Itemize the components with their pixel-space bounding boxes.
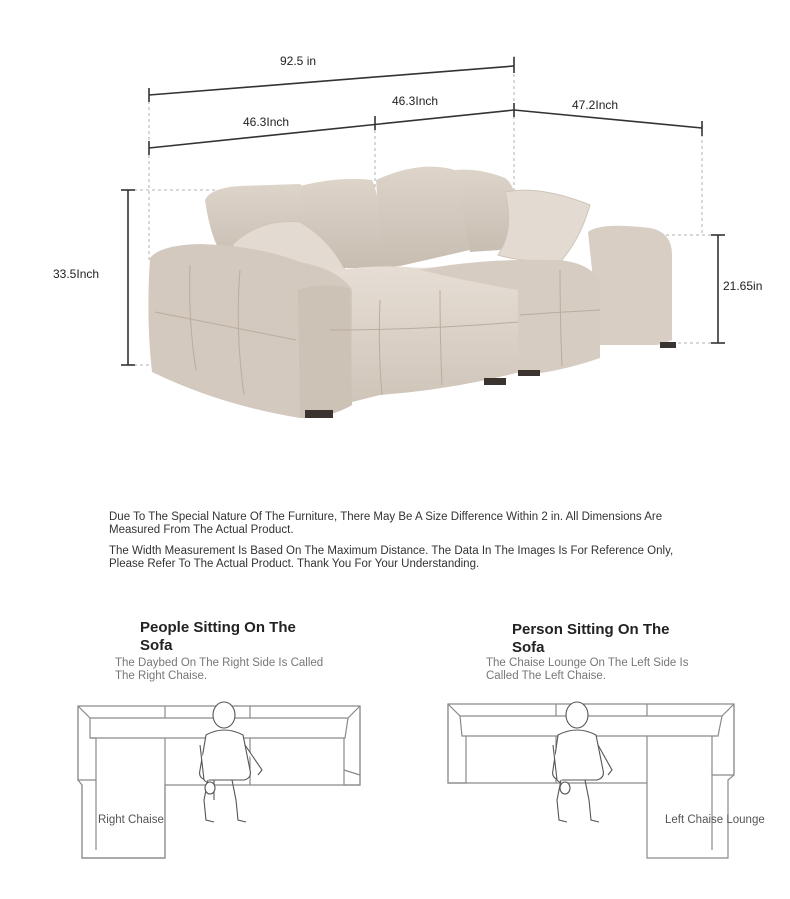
height-label: 33.5Inch <box>53 267 100 281</box>
arm-height-label: 21.65in <box>723 279 763 293</box>
panel-right-chaise-subtitle: The Daybed On The Right Side Is Called The Right Chaise. <box>115 657 324 682</box>
person-figure-left <box>200 702 262 822</box>
person-figure-right <box>553 702 612 822</box>
depth-label: 47.2Inch <box>572 98 619 112</box>
size-difference-note: Due To The Special Nature Of The Furniture, There May Be A Size Difference Within 2 in. All Dimensions Are Measured From The Actual Product. <box>109 511 663 536</box>
panel-left-chaise-subtitle: The Chaise Lounge On The Left Side Is Called The Left Chaise. <box>486 657 689 682</box>
right-seat-width-label: 46.3Inch <box>392 94 439 108</box>
right-chaise-label: Right Chaise <box>98 814 164 826</box>
left-chaise-lounge-label: Left Chaise Lounge <box>665 814 765 826</box>
panel-right-chaise-title: People Sitting On The Sofa <box>140 619 296 654</box>
left-seat-width-label: 46.3Inch <box>243 115 290 129</box>
width-measurement-note: The Width Measurement Is Based On The Maximum Distance. The Data In The Images Is For Reference Only, Please Refer To The Actual Product. Thank You For Your Understanding. <box>109 545 674 570</box>
sofa-image <box>148 167 676 418</box>
total-width-label: 92.5 in <box>280 54 317 68</box>
panel-left-chaise-title: Person Sitting On The Sofa <box>512 621 670 656</box>
